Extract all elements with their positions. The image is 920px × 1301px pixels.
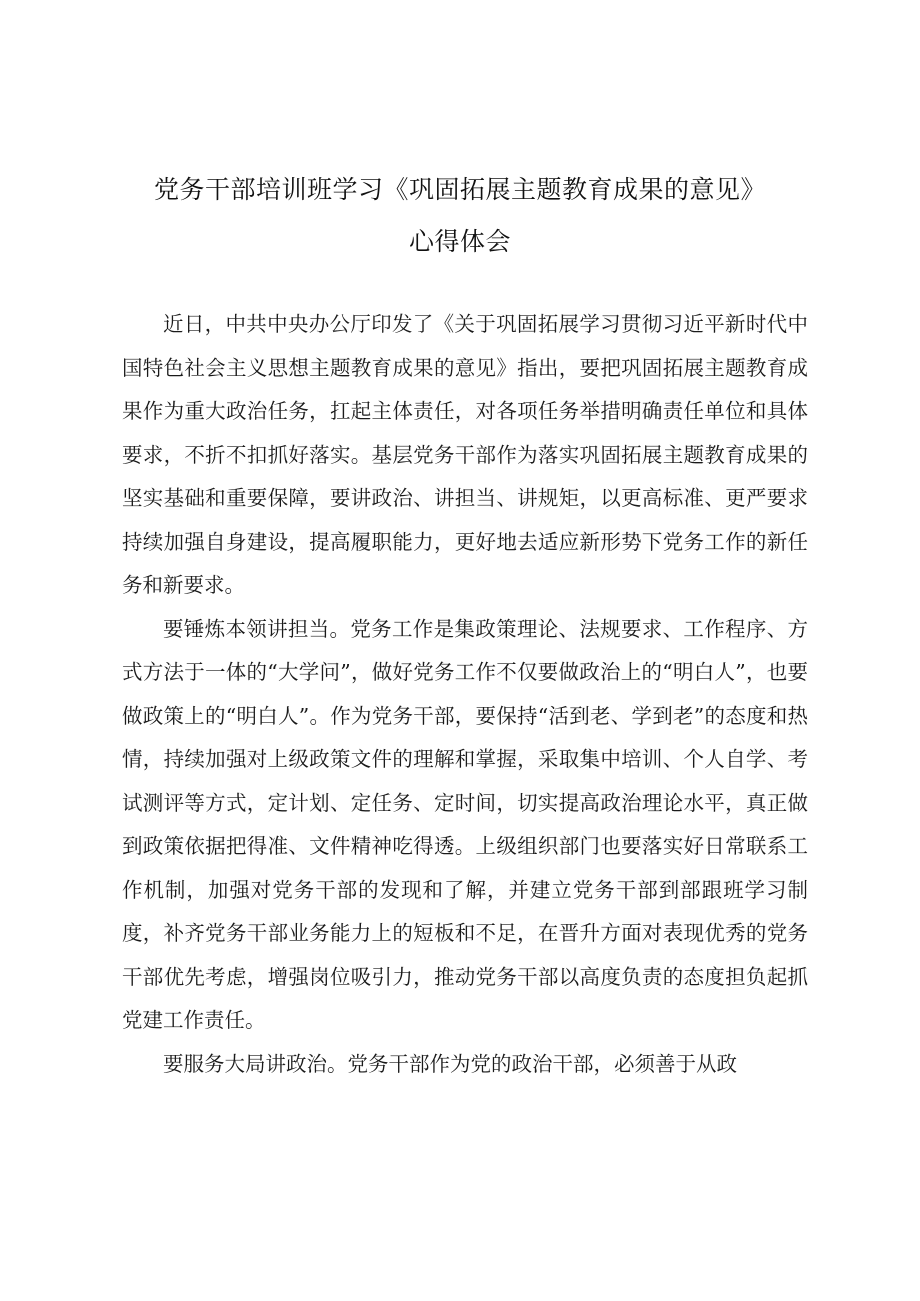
document-title-line-2: 心得体会	[408, 227, 511, 256]
document-title-line-1: 党务干部培训班学习《巩固拓展主题教育成果的意见》	[153, 175, 766, 204]
paragraph-intro: 近日，中共中央办公厅印发了《关于巩固拓展学习贯彻习近平新时代中国特色社会主义思想主题教育成果的意见》指出，要把巩固拓展主题教育成果作为重大政治任务，扛起主体责任，对各项任务举措明确责任单位和具体要求，不折不扣抓好落实。基层党务干部作为落实巩固拓展主题教育成果的坚实基础和重要保障，要讲政治、讲担当、讲规矩，以更高标准、更严要求持续加强自身建设，提高履职能力，更好地去适应新形势下党务工作的新任务和新要求。	[122, 312, 808, 597]
document-body	[122, 303, 808, 1086]
paragraph-responsibility: 要锤炼本领讲担当。党务工作是集政策理论、法规要求、工作程序、方式方法于一体的“大学问”，做好党务工作不仅要做政治上的“明白人”，也要做政策上的“明白人”。作为党务干部，要保持“活到老、学到老”的态度和热情，持续加强对上级政策文件的理解和掌握，采取集中培训、个人自学、考试测评等方式，定计划、定任务、定时间，切实提高政治理论水平，真正做到政策依据把得准、文件精神吃得透。上级组织部门也要落实好日常联系工作机制，加强对党务干部的发现和了解，并建立党务干部到部跟班学习制度，补齐党务干部业务能力上的短板和不足，在晋升方面对表现优秀的党务干部优先考虑，增强岗位吸引力，推动党务干部以高度负责的态度担负起抓党建工作责任。	[122, 616, 808, 1032]
paragraph-politics: 要服务大局讲政治。党务干部作为党的政治干部，必须善于从政	[163, 1051, 737, 1076]
